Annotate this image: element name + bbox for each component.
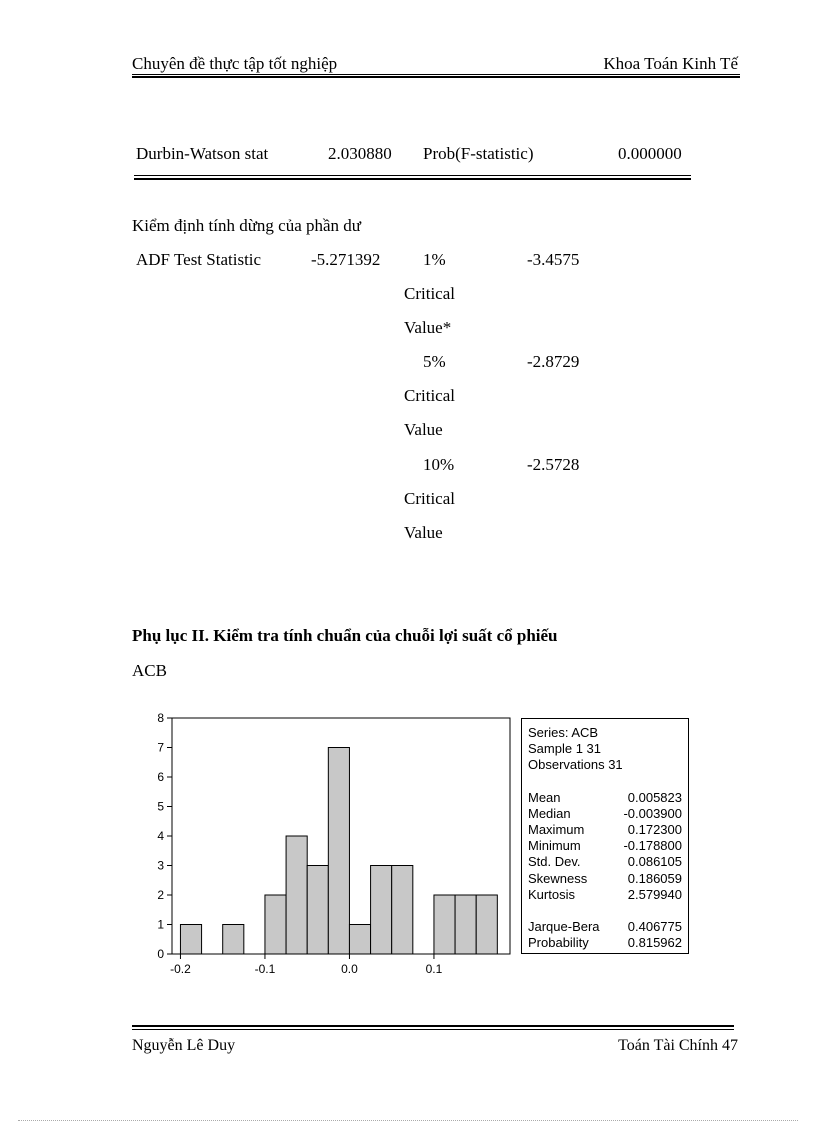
critical-5pct-value: -2.8729 [527, 352, 580, 371]
critical-1pct-pct: 1% [423, 250, 446, 269]
stats-row: Std. Dev. 0.086105 [528, 854, 682, 870]
adf-stat-value: -5.271392 [311, 250, 381, 269]
y-tick-label: 0 [157, 947, 164, 961]
critical-5pct-pct: 5% [423, 352, 446, 371]
critical-10pct-pct: 10% [423, 455, 455, 474]
y-tick-label: 6 [157, 770, 164, 784]
histogram-bar [286, 836, 307, 954]
histogram-bar [371, 866, 392, 955]
histogram-bar [223, 925, 244, 955]
histogram-bar [307, 866, 328, 955]
critical-10pct-value: -2.5728 [527, 455, 580, 474]
appendix-subtitle: ACB [132, 661, 167, 680]
histogram-chart [140, 705, 520, 985]
stats-row: Minimum -0.178800 [528, 838, 682, 854]
stats-box [521, 718, 689, 954]
stats-row: Probability 0.815962 [528, 935, 682, 951]
prob-f-value: 0.000000 [618, 144, 682, 163]
stats-row: Kurtosis 2.579940 [528, 886, 682, 902]
header-left: Chuyên đề thực tập tốt nghiệp [132, 54, 338, 73]
y-tick-label: 5 [157, 799, 164, 814]
histogram-bar [392, 866, 413, 955]
y-tick-label: 1 [157, 917, 164, 932]
table-rule-thin [134, 175, 691, 176]
histogram-bar [180, 925, 201, 955]
footer-left: Nguyễn Lê Duy [132, 1037, 236, 1054]
histogram-bar [476, 895, 497, 954]
critical-1pct-label2: Value* [404, 318, 452, 337]
prob-f-label: Prob(F-statistic) [423, 144, 534, 163]
critical-1pct-label1: Critical [404, 284, 455, 303]
header-rule-thin [132, 74, 740, 75]
page-bottom-dotted-border [18, 1120, 798, 1121]
header-rule-thick [132, 76, 740, 78]
critical-1pct-value: -3.4575 [527, 250, 580, 269]
header-right: Khoa Toán Kinh Tế [603, 54, 738, 73]
y-tick-label: 8 [157, 711, 164, 725]
y-tick-label: 3 [157, 858, 164, 873]
stats-row: Jarque-Bera 0.406775 [528, 919, 682, 935]
critical-5pct-label2: Value [404, 420, 443, 439]
stats-series: Series: ACB [528, 725, 599, 740]
critical-10pct-label1: Critical [404, 489, 455, 508]
x-tick-label: 0.1 [425, 962, 443, 976]
footer-rule-thick [132, 1025, 734, 1027]
x-tick-label: -0.1 [254, 962, 276, 976]
critical-10pct-label2: Value [404, 523, 443, 542]
stats-row: Mean 0.005823 [528, 789, 682, 805]
histogram-bar [434, 895, 455, 954]
appendix-title: Phụ lục II. Kiểm tra tính chuẩn của chuỗi lợi suất cổ phiếu [132, 626, 558, 645]
histogram-bar [265, 895, 286, 954]
histogram-bar [328, 748, 349, 955]
x-tick-label: -0.2 [170, 962, 191, 976]
x-tick-label: 0.0 [341, 962, 358, 976]
y-tick-label: 4 [157, 829, 164, 843]
y-tick-label: 7 [157, 740, 164, 755]
stats-sample: Sample 1 31 [528, 741, 601, 757]
adf-stat-label: ADF Test Statistic [136, 250, 262, 269]
stats-row: Skewness 0.186059 [528, 870, 682, 886]
stats-row: Maximum 0.172300 [528, 822, 682, 838]
histogram-bar [349, 925, 370, 955]
critical-5pct-label1: Critical [404, 386, 455, 405]
y-tick-label: 2 [157, 888, 164, 902]
stats-row: Median -0.003900 [528, 805, 682, 821]
dw-value: 2.030880 [328, 144, 392, 163]
histogram-bar [455, 895, 476, 954]
footer-rule-thin [132, 1029, 734, 1030]
footer-right: Toán Tài Chính 47 [618, 1037, 738, 1054]
table-rule-thick [134, 178, 691, 180]
stats-observations: Observations 31 [528, 757, 623, 773]
adf-heading: Kiểm định tính dừng của phần dư [132, 216, 362, 235]
dw-label: Durbin-Watson stat [136, 144, 269, 163]
